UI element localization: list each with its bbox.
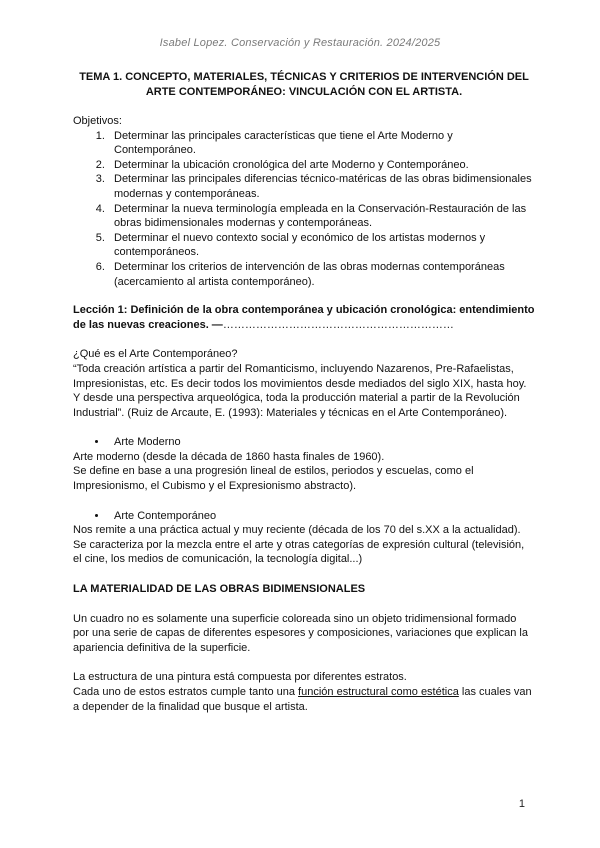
- contemporary-line-1: Nos remite a una práctica actual y muy reciente (década de los 70 del s.XX a la actualidad).: [73, 524, 521, 537]
- objectives-label: Objetivos:: [73, 115, 122, 127]
- modern-bullet: • Arte Moderno: [108, 435, 535, 450]
- page-content: [73, 70, 535, 714]
- lesson-dots: ………………………………………………………: [222, 318, 454, 331]
- contemporary-bullet-list: [73, 509, 535, 524]
- spacer: [73, 597, 535, 612]
- paragraph-3-start: Cada uno de estos estratos cumple tanto una: [73, 686, 299, 698]
- page-header: Isabel Lopez. Conservación y Restauración. 2024/2025: [159, 37, 441, 49]
- objective-item: 6. Determinar los criterios de intervención de las obras modernas contemporáneas (acercamiento al artista contemporáneo).: [108, 260, 535, 289]
- lesson-title: [73, 303, 535, 332]
- spacer: [73, 494, 535, 509]
- paragraph-3-end: las cuales van a depender de la finalidad que busque el artista.: [73, 686, 532, 713]
- modern-bullet-list: [73, 435, 535, 450]
- underlined-phrase: función estructural como estética: [298, 686, 459, 698]
- objective-item: 5. Determinar el nuevo contexto social y económico de los artistas modernos y contemporáneos.: [108, 231, 535, 260]
- objective-item: 4. Determinar la nueva terminología empleada en la Conservación-Restauración de las obras bidimensionales modernas y contemporáneas.: [108, 202, 535, 231]
- spacer: [73, 420, 535, 435]
- objective-item: 1. Determinar las principales características que tiene el Arte Moderno y Contemporáneo.: [108, 129, 535, 158]
- objective-item: 2. Determinar la ubicación cronológica del arte Moderno y Contemporáneo.: [108, 158, 535, 173]
- spacer: [73, 567, 535, 582]
- what-is-question: ¿Qué es el Arte Contemporáneo?: [73, 348, 238, 361]
- title-line-1: TEMA 1. CONCEPTO, MATERIALES, TÉCNICAS Y CRITERIOS DE INTERVENCIÓN DEL: [79, 71, 529, 83]
- materiality-paragraph-3: [73, 685, 535, 714]
- document-title: [73, 70, 535, 100]
- materiality-paragraph-2: La estructura de una pintura está compuesta por diferentes estratos.: [73, 671, 407, 684]
- modern-line-2: Se define en base a una progresión lineal de estilos, periodos y escuelas, como el Impresionismo, el Cubismo y el Expresionismo abstracto).: [73, 465, 474, 493]
- spacer: [73, 332, 535, 347]
- materiality-paragraph-1: Un cuadro no es solamente una superficie coloreada sino un objeto tridimensional formado por una serie de capas de diferentes espesores y composiciones, variaciones que explican la apariencia definitiva de la superficie.: [73, 612, 528, 654]
- materiality-heading: LA MATERIALIDAD DE LAS OBRAS BIDIMENSIONALES: [73, 583, 366, 596]
- title-line-2: ARTE CONTEMPORÁNEO: VINCULACIÓN CON EL ARTISTA.: [145, 86, 463, 98]
- objectives-list: [73, 129, 535, 290]
- spacer: [73, 655, 535, 670]
- contemporary-bullet: • Arte Contemporáneo: [108, 509, 535, 524]
- objective-item: 3. Determinar las principales diferencias técnico-matéricas de las obras bidimensionales modernas y contemporáneas.: [108, 172, 535, 201]
- page-number: 1: [518, 798, 525, 810]
- contemporary-line-2: Se caracteriza por la mezcla entre el arte y otras categorías de expresión cultural (televisión, el cine, los medios de comunicación, la tecnología digital...): [73, 538, 525, 566]
- lesson-title-text: Lección 1: Definición de la obra contemporánea y ubicación cronológica: entendimiento de las nuevas creaciones. —: [73, 304, 535, 331]
- modern-line-1: Arte moderno (desde la década de 1860 hasta finales de 1960).: [73, 450, 385, 463]
- what-is-quote: “Toda creación artística a partir del Romanticismo, incluyendo Nazarenos, Pre-Rafaelistas, Impresionistas, etc. Es decir todos los movimientos desde mediados del siglo XIX, hasta hoy. Y desde una perspectiva arqueológica, toda la producción material a partir de la Revolución Industrial”. (Ruiz de Arcaute, E. (1993): Materiales y técnicas en el Arte Contemporáneo).: [73, 362, 527, 419]
